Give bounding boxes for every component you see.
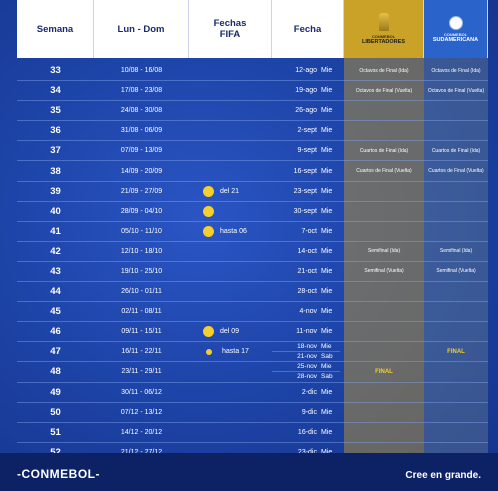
fecha-cell	[272, 182, 344, 201]
libertadores-stage	[344, 342, 424, 361]
fecha-cell	[272, 282, 344, 301]
week-number: 51	[50, 426, 61, 438]
fifa-date-dot-icon	[203, 186, 214, 197]
week-range: 09/11 - 15/11	[121, 328, 162, 336]
sudamericana-stage: Octavos de Final (Vuelta)	[427, 87, 485, 94]
fecha-day: Mie	[321, 227, 333, 235]
table-row	[17, 161, 488, 181]
fifa-cell	[189, 403, 272, 422]
header-fifa-label: Fechas FIFA	[213, 18, 247, 40]
table-row	[17, 182, 488, 202]
week-number: 49	[50, 386, 61, 398]
fecha-day-2: Sab	[321, 373, 333, 381]
sudamericana-org: CONMEBOL	[443, 31, 468, 37]
libertadores-org: CONMEBOL	[371, 34, 396, 39]
fecha-day: Mie	[321, 288, 333, 296]
libertadores-stage	[344, 101, 424, 120]
libertadores-stage	[344, 182, 424, 201]
fecha-day: Mie	[321, 363, 332, 371]
week-range: 31/08 - 06/09	[120, 127, 163, 135]
week-range: 05/10 - 11/10	[121, 227, 162, 235]
fecha-date: 21-oct	[297, 267, 317, 275]
table-row	[17, 61, 488, 81]
table-row	[17, 121, 488, 141]
sudamericana-stage	[424, 302, 488, 321]
fifa-cell	[189, 141, 272, 160]
fecha-cell	[272, 161, 344, 180]
fecha-date: 28-oct	[297, 288, 317, 296]
fecha-day: Mie	[321, 187, 333, 195]
sudamericana-stage	[424, 322, 488, 341]
fecha-date: 12-ago	[295, 67, 317, 75]
table-row	[17, 222, 488, 242]
sudamericana-stage: Cuartos de Final (Ida)	[431, 147, 481, 154]
fecha-cell	[272, 262, 344, 281]
fifa-cell	[189, 222, 272, 241]
libertadores-stage	[344, 282, 424, 301]
libertadores-stage: FINAL	[375, 368, 393, 375]
libertadores-stage: Cuartos de Final (Ida)	[359, 147, 409, 154]
fifa-cell	[189, 322, 272, 341]
header-libertadores	[344, 0, 424, 58]
fecha-cell	[272, 403, 344, 422]
fecha-cell	[272, 121, 344, 140]
fecha-date: 9-sept	[297, 147, 317, 155]
libertadores-stage	[344, 302, 424, 321]
week-range: 19/10 - 25/10	[120, 267, 163, 275]
week-number: 45	[50, 306, 61, 318]
fecha-cell	[272, 383, 344, 402]
sudamericana-stage	[424, 282, 488, 301]
table-row	[17, 423, 488, 443]
table-row	[17, 322, 488, 342]
fifa-cell	[189, 262, 272, 281]
fifa-cell	[189, 362, 272, 381]
libertadores-stage	[344, 322, 424, 341]
libertadores-trophy-icon	[379, 13, 389, 31]
fecha-date: 26-ago	[295, 107, 317, 115]
week-number: 35	[50, 105, 61, 117]
week-number: 37	[50, 145, 61, 157]
fifa-cell	[189, 383, 272, 402]
fecha-day: Mie	[321, 308, 333, 316]
libertadores-stage	[344, 222, 424, 241]
fifa-date-label: del 21	[220, 187, 240, 195]
fecha-day: Mie	[321, 267, 333, 275]
sudamericana-stage	[424, 403, 488, 422]
week-range: 17/08 - 23/08	[120, 87, 163, 95]
week-number: 38	[50, 165, 61, 177]
table-row	[17, 403, 488, 423]
fecha-cell	[272, 101, 344, 120]
libertadores-stage	[344, 121, 424, 140]
fecha-day: Mie	[321, 343, 332, 351]
fifa-date-dot-icon	[203, 326, 214, 337]
fecha-cell	[272, 81, 344, 100]
libertadores-stage: Semifinal (Ida)	[367, 248, 401, 255]
fecha-date: 2-dic	[301, 388, 317, 396]
fifa-date-dot-icon	[206, 349, 212, 355]
fecha-day: Mie	[321, 207, 333, 215]
sudamericana-stage	[424, 182, 488, 201]
libertadores-stage: Octavos de Final (Ida)	[359, 67, 409, 74]
sudamericana-stage	[424, 101, 488, 120]
fifa-date-dot-icon	[203, 206, 214, 217]
fifa-cell	[189, 81, 272, 100]
libertadores-stage	[344, 423, 424, 442]
sudamericana-label: SUDAMERICANA	[432, 36, 479, 43]
table-header	[17, 0, 488, 58]
sudamericana-stage: FINAL	[447, 348, 465, 355]
fecha-day: Mie	[321, 408, 333, 416]
week-number: 44	[50, 286, 61, 298]
table-row	[17, 202, 488, 222]
fecha-cell	[272, 322, 344, 341]
table-row	[17, 242, 488, 262]
week-range: 14/12 - 20/12	[120, 428, 163, 436]
fecha-cell	[272, 61, 344, 80]
week-range: 07/12 - 13/12	[120, 408, 163, 416]
brand-logo: -CONMEBOL-	[17, 467, 100, 481]
libertadores-stage: Cuartos de Final (Vuelta)	[356, 168, 412, 175]
table-row	[17, 342, 488, 362]
fecha-date: 16-sept	[293, 167, 317, 175]
week-range: 14/09 - 20/09	[120, 167, 163, 175]
fifa-cell	[189, 342, 272, 361]
fecha-date: 4-nov	[299, 308, 317, 316]
week-number: 36	[50, 125, 61, 137]
fecha-date: 14-oct	[297, 247, 317, 255]
fecha-date: 2-sept	[297, 127, 317, 135]
week-number: 40	[50, 205, 61, 217]
table-row	[17, 362, 488, 382]
week-number: 41	[50, 225, 61, 237]
libertadores-label: LIBERTADORES	[362, 39, 405, 45]
week-number: 33	[50, 65, 61, 77]
fifa-cell	[189, 61, 272, 80]
fifa-date-label: hasta 17	[222, 348, 249, 356]
week-number: 47	[50, 346, 61, 358]
header-sudamericana	[424, 0, 488, 58]
fifa-cell	[189, 182, 272, 201]
fecha-date: 25-nov	[297, 363, 317, 371]
libertadores-stage: Octavos de Final (Vuelta)	[355, 87, 413, 94]
week-number: 50	[50, 406, 61, 418]
fifa-cell	[189, 202, 272, 221]
week-range: 12/10 - 18/10	[120, 247, 163, 255]
sudamericana-stage	[424, 222, 488, 241]
fecha-date: 19-ago	[295, 87, 317, 95]
fecha-cell	[272, 222, 344, 241]
fecha-cell	[272, 242, 344, 261]
week-number: 43	[50, 265, 61, 277]
header-fechas-fifa	[189, 0, 272, 58]
week-range: 02/11 - 08/11	[121, 308, 162, 316]
table-row	[17, 302, 488, 322]
week-number: 46	[50, 326, 61, 338]
fecha-date-2: 28-nov	[297, 373, 317, 381]
fecha-day: Mie	[321, 147, 333, 155]
fifa-date-label: hasta 06	[220, 227, 247, 235]
week-range: 23/11 - 29/11	[121, 368, 162, 376]
calendar-rows	[17, 61, 488, 463]
sudamericana-stage: Semifinal (Vuelta)	[436, 268, 476, 275]
fecha-date: 23-sept	[293, 187, 317, 195]
fecha-cell	[272, 202, 344, 221]
fecha-date: 11-nov	[296, 328, 317, 336]
week-range: 24/08 - 30/08	[120, 107, 163, 115]
fecha-day: Mie	[321, 328, 333, 336]
fifa-cell	[189, 161, 272, 180]
fecha-day: Mie	[321, 107, 333, 115]
fecha-date: 16-dic	[297, 428, 317, 436]
week-range: 10/08 - 16/08	[120, 67, 163, 75]
sudamericana-stage: Cuartos de Final (Vuelta)	[428, 168, 484, 175]
header-fecha: Fecha	[272, 0, 344, 58]
week-range: 28/09 - 04/10	[120, 207, 163, 215]
sudamericana-ball-icon	[449, 16, 463, 30]
sudamericana-stage	[424, 202, 488, 221]
fecha-date: 9-dic	[301, 408, 317, 416]
libertadores-stage: Semifinal (Vuelta)	[364, 268, 404, 275]
fifa-cell	[189, 121, 272, 140]
fecha-day: Mie	[321, 67, 333, 75]
week-range: 16/11 - 22/11	[121, 348, 162, 356]
sudamericana-stage: Octavos de Final (Ida)	[431, 67, 481, 74]
fecha-cell	[272, 423, 344, 442]
week-range: 21/09 - 27/09	[120, 187, 163, 195]
fifa-cell	[189, 101, 272, 120]
libertadores-stage	[344, 202, 424, 221]
footer	[0, 453, 498, 491]
fifa-date-label: del 09	[220, 328, 240, 336]
fifa-cell	[189, 423, 272, 442]
fifa-cell	[189, 282, 272, 301]
fecha-cell	[272, 342, 344, 361]
week-range: 30/11 - 06/12	[121, 388, 162, 396]
header-semana: Semana	[17, 0, 94, 58]
table-row	[17, 101, 488, 121]
fecha-cell	[272, 302, 344, 321]
week-range: 26/10 - 01/11	[121, 288, 162, 296]
fecha-date-2: 21-nov	[297, 353, 317, 361]
sudamericana-stage	[424, 362, 488, 381]
table-row	[17, 282, 488, 302]
table-row	[17, 81, 488, 101]
fecha-day: Mie	[321, 127, 333, 135]
header-lun-dom: Lun - Dom	[94, 0, 189, 58]
fecha-cell	[272, 362, 344, 381]
fifa-date-dot-icon	[203, 226, 214, 237]
fecha-date: 30-sept	[293, 207, 317, 215]
table-row	[17, 141, 488, 161]
fecha-day-2: Sab	[321, 353, 333, 361]
table-row	[17, 262, 488, 282]
sudamericana-stage	[424, 423, 488, 442]
fecha-day: Mie	[321, 428, 333, 436]
week-number: 48	[50, 366, 61, 378]
week-range: 07/09 - 13/09	[120, 147, 163, 155]
week-number: 34	[50, 85, 61, 97]
fecha-day: Mie	[321, 87, 333, 95]
fifa-cell	[189, 302, 272, 321]
fifa-cell	[189, 242, 272, 261]
week-number: 39	[50, 185, 61, 197]
fecha-date: 18-nov	[297, 343, 317, 351]
libertadores-stage	[344, 403, 424, 422]
fecha-day: Mie	[321, 388, 333, 396]
libertadores-stage	[344, 383, 424, 402]
table-row	[17, 383, 488, 403]
fecha-cell	[272, 141, 344, 160]
slogan: Cree en grande.	[405, 470, 481, 481]
fecha-day: Mie	[321, 167, 333, 175]
fecha-date: 7-oct	[301, 227, 317, 235]
sudamericana-stage: Semifinal (Ida)	[439, 248, 473, 255]
sudamericana-stage	[424, 121, 488, 140]
fecha-day: Mie	[321, 247, 333, 255]
week-number: 42	[50, 245, 61, 257]
sudamericana-stage	[424, 383, 488, 402]
